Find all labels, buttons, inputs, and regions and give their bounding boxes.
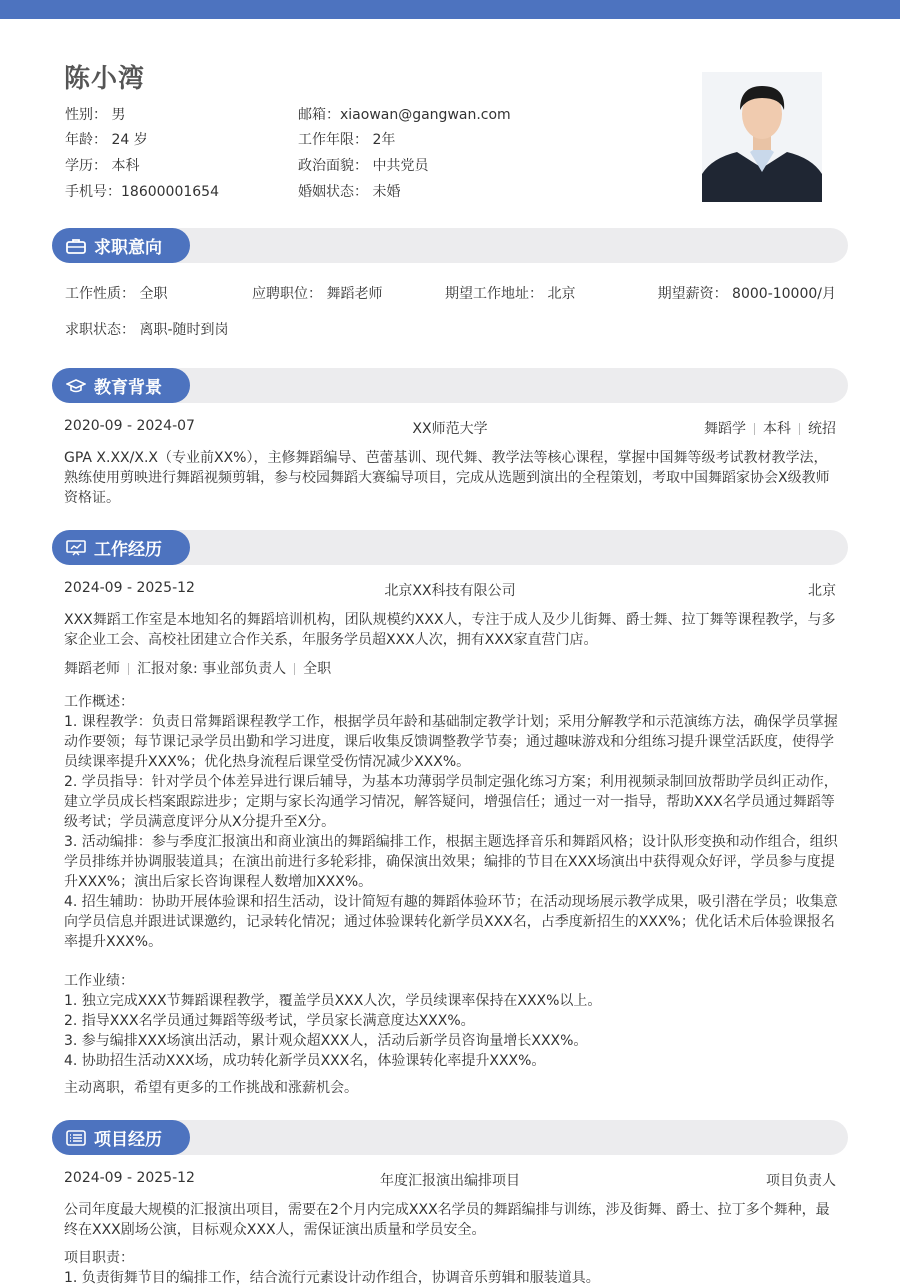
- section-pill-project: [52, 1120, 190, 1155]
- section-pill-work: [52, 530, 190, 565]
- education-type: 统招: [808, 421, 836, 437]
- work-overview: [64, 692, 839, 952]
- work-role: 舞蹈老师: [64, 661, 120, 677]
- work-achievement-item: 1. 独立完成XXX节舞蹈课程教学，覆盖学员XXX人次，学员续课率保持在XXX%以上。: [64, 993, 602, 1009]
- candidate-name: 陈小湾: [64, 64, 146, 94]
- intent-status: 求职状态： 离职-随时到岗: [65, 322, 229, 338]
- work-company: 北京XX科技有限公司: [384, 583, 516, 599]
- project-name: 年度汇报演出编排项目: [380, 1173, 520, 1189]
- work-kind: 全职: [303, 661, 332, 677]
- project-role: 项目负责人: [766, 1173, 836, 1189]
- info-experience: 工作年限： 2年: [298, 132, 396, 148]
- graduation-cap-icon: [66, 378, 86, 394]
- briefcase-icon: [66, 238, 86, 254]
- work-tags: [64, 658, 331, 678]
- education-date: 2020-09 - 2024-07: [64, 418, 195, 434]
- section-title-project: 项目经历: [94, 1130, 162, 1150]
- education-tags: [600, 418, 836, 438]
- work-achievements: [64, 971, 839, 1071]
- project-duties: [64, 1248, 839, 1288]
- section-title-intent: 求职意向: [94, 238, 162, 258]
- work-overview-title: 工作概述：: [64, 694, 134, 710]
- project-date: 2024-09 - 2025-12: [64, 1170, 195, 1186]
- work-leave-reason: 主动离职，希望有更多的工作挑战和涨薪机会。: [64, 1080, 358, 1096]
- work-date: 2024-09 - 2025-12: [64, 580, 195, 596]
- education-degree: 本科: [763, 421, 791, 437]
- section-header-intent: [52, 228, 848, 263]
- work-achievement-item: 3. 参与编排XXX场演出活动，累计观众超XXX人，活动后新学员咨询量增长XXX%。: [64, 1033, 588, 1049]
- work-report: 汇报对象: 事业部负责人: [137, 661, 287, 677]
- info-political: 政治面貌： 中共党员: [298, 158, 429, 174]
- intent-salary: 期望薪资： 8000-10000/月: [657, 286, 836, 302]
- project-duty-title: 项目职责：: [64, 1250, 134, 1266]
- section-title-education: 教育背景: [94, 378, 162, 398]
- info-phone: 手机号：18600001654: [65, 184, 219, 200]
- profile-photo: [702, 72, 822, 202]
- info-gender: 性别： 男: [65, 107, 126, 123]
- section-header-education: [52, 368, 848, 403]
- work-achievement-item: 4. 协助招生活动XXX场，成功转化新学员XXX名，体验课转化率提升XXX%。: [64, 1053, 546, 1069]
- work-city: 北京: [808, 583, 836, 599]
- work-achievement-item: 2. 指导XXX名学员通过舞蹈等级考试，学员家长满意度达XXX%。: [64, 1013, 475, 1029]
- intent-work-type: 工作性质： 全职: [65, 286, 168, 302]
- work-achievement-title: 工作业绩：: [64, 973, 134, 989]
- section-header-project: [52, 1120, 848, 1155]
- project-description: 公司年度最大规模的汇报演出项目，需要在2个月内完成XXX名学员的舞蹈编排与训练，涉及街舞、爵士、拉丁多个舞种，最终在XXX剧场公演，目标观众XXX人，需保证演出质量和学员安全。: [64, 1202, 830, 1238]
- intent-position: 应聘职位： 舞蹈老师: [252, 286, 383, 302]
- work-overview-item: 1. 课程教学：负责日常舞蹈课程教学工作，根据学员年龄和基础制定教学计划；采用分解教学和示范演练方法，确保学员掌握动作要领；每节课记录学员出勤和学习进度，课后收集反馈调整教学节奏；通过趣味游戏和分组练习提升课堂活跃度，使得学员续课率提升XXX%；优化热身流程后课堂受伤情况减少XXX%。: [64, 714, 838, 770]
- info-marital: 婚姻状态： 未婚: [298, 184, 401, 200]
- intent-location: 期望工作地址： 北京: [445, 286, 576, 302]
- info-email: 邮箱：xiaowan@gangwan.com: [298, 107, 511, 123]
- info-age: 年龄： 24 岁: [65, 132, 148, 148]
- work-company-intro: XXX舞蹈工作室是本地知名的舞蹈培训机构，团队规模约XXX人，专注于成人及少儿街舞、爵士舞、拉丁舞等课程教学，与多家企业工会、高校社团建立合作关系，年服务学员超XXX人次，拥有XXX家直营门店。: [64, 612, 836, 648]
- presentation-icon: [66, 540, 86, 556]
- work-overview-item: 3. 活动编排：参与季度汇报演出和商业演出的舞蹈编排工作，根据主题选择音乐和舞蹈风格；设计队形变换和动作组合，组织学员排练并协调服装道具；在演出前进行多轮彩排，确保演出效果；编排的节目在XXX场演出中获得观众好评，学员参与度提升XXX%；演出后家长咨询课程人数增加XXX%。: [64, 834, 838, 890]
- list-icon: [66, 1130, 86, 1146]
- info-education: 学历： 本科: [65, 158, 140, 174]
- education-description: GPA X.XX/X.X（专业前XX%），主修舞蹈编导、芭蕾基训、现代舞、教学法等核心课程，掌握中国舞等级考试教材教学法，熟练使用剪映进行舞蹈视频剪辑，参与校园舞蹈大赛编导项目，完成从选题到演出的全程策划，考取中国舞蹈家协会X级教师资格证。: [64, 450, 830, 506]
- top-accent-bar: [0, 0, 900, 19]
- section-pill-education: [52, 368, 190, 403]
- section-title-work: 工作经历: [94, 540, 162, 560]
- work-overview-item: 4. 招生辅助：协助开展体验课和招生活动，设计简短有趣的舞蹈体验环节；在活动现场展示教学成果，吸引潜在学员；收集意向学员信息并跟进试课邀约，记录转化情况；通过体验课转化新学员XXX名，占季度新招生的XXX%；优化话术后体验课报名率提升XXX%。: [64, 894, 838, 950]
- section-header-work: [52, 530, 848, 565]
- education-major: 舞蹈学: [704, 421, 746, 437]
- project-duty-item: 1. 负责街舞节目的编排工作，结合流行元素设计动作组合，协调音乐剪辑和服装道具。: [64, 1270, 600, 1286]
- section-pill-intent: [52, 228, 190, 263]
- education-school: XX师范大学: [412, 421, 488, 437]
- work-overview-item: 2. 学员指导：针对学员个体差异进行课后辅导，为基本功薄弱学员制定强化练习方案；利用视频录制回放帮助学员纠正动作，建立学员成长档案跟踪进步；定期与家长沟通学习情况，解答疑问，增强信任；通过一对一指导，帮助XXX名学员通过舞蹈等级考试；学员满意度评分从X分提升至X分。: [64, 774, 838, 830]
